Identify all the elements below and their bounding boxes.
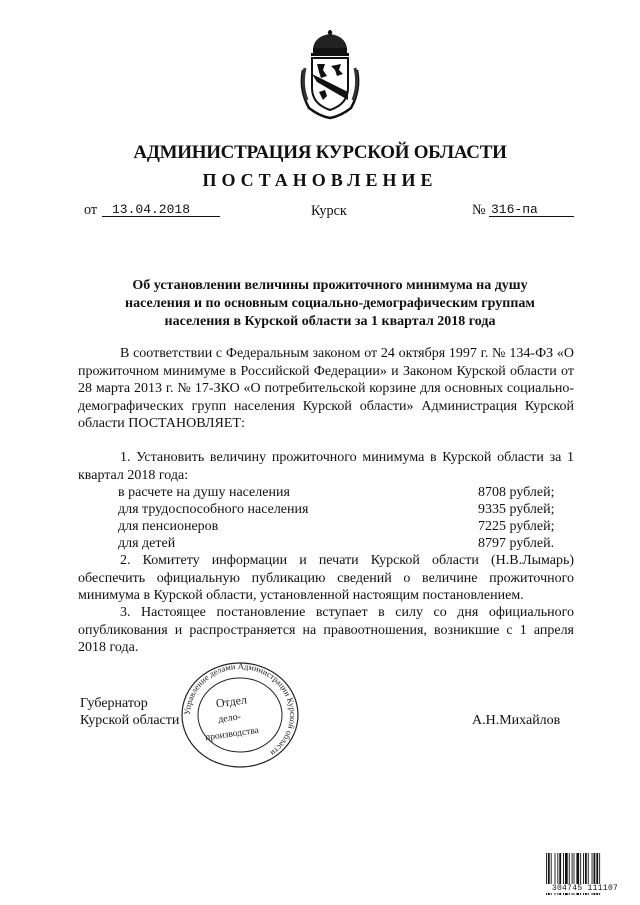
item-3-paragraph: 3. Настоящее постановление вступает в силу со дня официального опубликования и распространяется на правоотношения, возникшие с 1 апреля 2018 года. bbox=[78, 605, 574, 655]
item-1-paragraph: 1. Установить величину прожиточного минимума в Курской области за 1 квартал 2018 года: bbox=[78, 450, 574, 483]
title-line: населения в Курской области за 1 квартал 2018 года bbox=[164, 314, 496, 329]
document-date: 13.04.2018 bbox=[112, 202, 191, 217]
document-title bbox=[80, 277, 580, 331]
number-underline bbox=[489, 216, 574, 217]
svg-text:Управление делами Администраци bbox=[182, 661, 298, 759]
stamp-line3: производства bbox=[204, 725, 260, 744]
document-type: ПОСТАНОВЛЕНИЕ bbox=[202, 170, 438, 190]
stamp-line1: Отдел bbox=[214, 692, 248, 711]
signatory-position-line1: Губернатор bbox=[80, 696, 148, 711]
agency-name: АДМИНИСТРАЦИЯ КУРСКОЙ ОБЛАСТИ bbox=[133, 142, 507, 163]
document-city: Курск bbox=[311, 203, 347, 219]
coat-of-arms-emblem bbox=[295, 30, 365, 120]
table-row-value: 7225 рублей; bbox=[478, 519, 555, 534]
date-prefix: от bbox=[84, 202, 98, 218]
signatory-position-line2: Курской области bbox=[80, 713, 180, 728]
title-line: Об установлении величины прожиточного минимума на душу bbox=[132, 278, 528, 293]
barcode-number: 304745 111107 bbox=[545, 884, 625, 893]
number-prefix: № bbox=[472, 202, 486, 218]
office-stamp bbox=[175, 660, 305, 770]
title-line: населения и по основным социально-демографическим группам bbox=[125, 296, 535, 311]
table-row-value: 8708 рублей; bbox=[478, 485, 555, 500]
date-underline bbox=[102, 216, 220, 217]
table-row-value: 9335 рублей; bbox=[478, 502, 555, 517]
table-row-value: 8797 рублей. bbox=[478, 536, 555, 551]
preamble-paragraph: В соответствии с Федеральным законом от 24 октября 1997 г. № 134-ФЗ «О прожиточном минимуме в Российской Федерации» и Законом Курской области от 28 марта 2013 г. № 17-ЗКО «О потребительской корзине для основных социально-демографических групп населения Курской области» Администрация Курской области ПОСТАНОВЛЯЕТ: bbox=[78, 346, 574, 431]
table-row-label: для пенсионеров bbox=[118, 519, 219, 534]
table-row-label: в расчете на душу населения bbox=[118, 485, 290, 500]
document-number: 316-па bbox=[491, 202, 538, 217]
item-2-paragraph: 2. Комитету информации и печати Курской области (Н.В.Лымарь) обеспечить официальную публикацию сведений о величине прожиточного минимума в Курской области, установленной настоящим постановлением. bbox=[78, 553, 574, 603]
stamp-ring-text: Управление делами Администрации Курской области bbox=[181, 660, 299, 759]
table-row-label: для трудоспособного населения bbox=[118, 502, 309, 517]
table-row-label: для детей bbox=[118, 536, 176, 551]
signatory-name: А.Н.Михайлов bbox=[472, 713, 561, 728]
stamp-line2: дело- bbox=[217, 711, 242, 726]
